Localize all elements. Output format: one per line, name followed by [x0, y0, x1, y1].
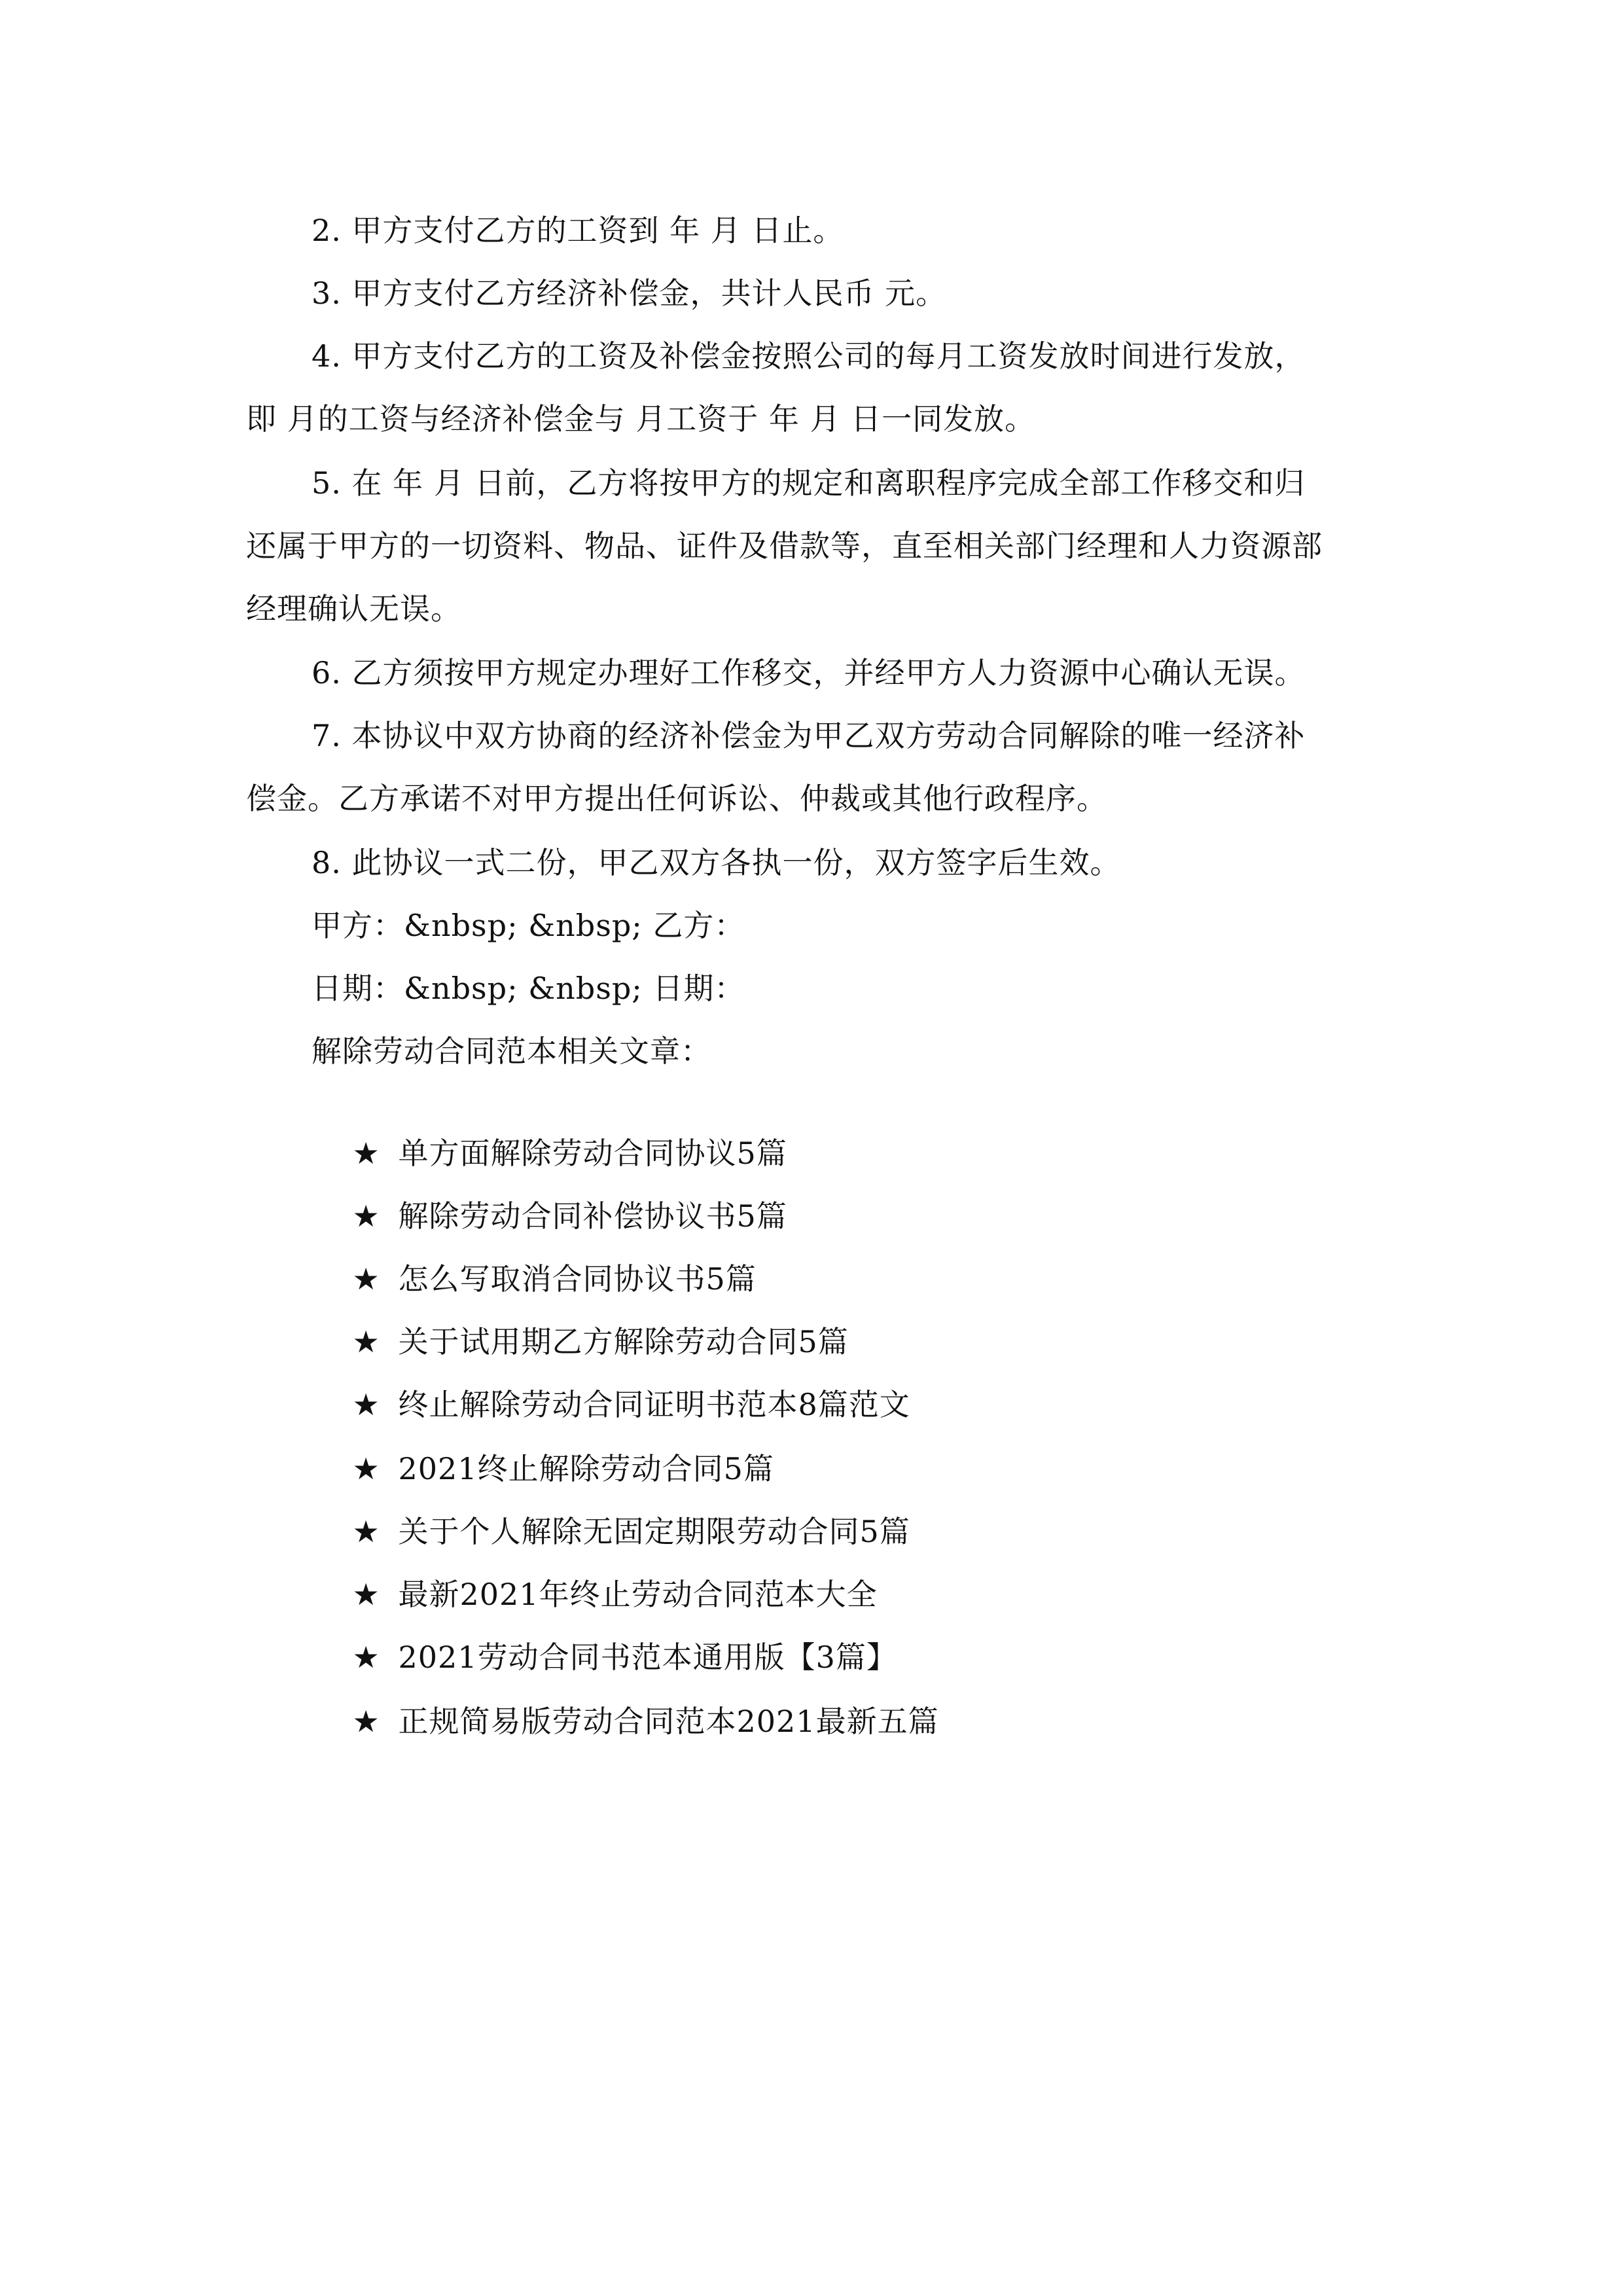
clause-5-line-2: 还属于甲方的一切资料、物品、证件及借款等，直至相关部门经理和人力资源部 — [246, 528, 1323, 564]
clause-2: 2. 甲方支付乙方的工资到 年 月 日止。 — [312, 213, 844, 248]
clause-6: 6. 乙方须按甲方规定办理好工作移交，并经甲方人力资源中心确认无误。 — [312, 655, 1306, 691]
related-item-label: 解除劳动合同补偿协议书5篇 — [398, 1198, 787, 1234]
signature-parties: 甲方：&nbsp; &nbsp; 乙方： — [312, 908, 745, 943]
star-icon: ★ — [352, 1451, 380, 1486]
clause-5-line-3: 经理确认无误。 — [246, 591, 461, 626]
clause-7-line-2: 偿金。乙方承诺不对甲方提出任何诉讼、仲裁或其他行政程序。 — [246, 781, 1107, 816]
star-icon: ★ — [352, 1704, 380, 1739]
star-icon: ★ — [352, 1324, 380, 1359]
star-icon: ★ — [352, 1640, 380, 1675]
related-item-label: 怎么写取消合同协议书5篇 — [398, 1261, 757, 1297]
star-icon: ★ — [352, 1577, 380, 1612]
related-item-label: 2021终止解除劳动合同5篇 — [398, 1451, 774, 1486]
clause-3: 3. 甲方支付乙方经济补偿金，共计人民币 元。 — [312, 276, 947, 311]
clause-8: 8. 此协议一式二份，甲乙双方各执一份，双方签字后生效。 — [312, 845, 1121, 880]
star-icon: ★ — [352, 1261, 380, 1297]
signature-dates: 日期：&nbsp; &nbsp; 日期： — [312, 971, 745, 1006]
clause-4-line-1: 4. 甲方支付乙方的工资及补偿金按照公司的每月工资发放时间进行发放， — [312, 338, 1306, 374]
related-item-label: 2021劳动合同书范本通用版【3篇】 — [398, 1640, 897, 1675]
star-icon: ★ — [352, 1198, 380, 1234]
clause-4-line-2: 即 月的工资与经济补偿金与 月工资于 年 月 日一同发放。 — [246, 401, 1036, 437]
clause-7-line-1: 7. 本协议中双方协商的经济补偿金为甲乙双方劳动合同解除的唯一经济补 — [312, 718, 1306, 753]
clause-5-line-1: 5. 在 年 月 日前，乙方将按甲方的规定和离职程序完成全部工作移交和归 — [312, 465, 1306, 501]
related-item-label: 单方面解除劳动合同协议5篇 — [398, 1136, 787, 1171]
related-item-label: 终止解除劳动合同证明书范本8篇范文 — [398, 1387, 910, 1422]
related-heading: 解除劳动合同范本相关文章： — [312, 1033, 711, 1069]
star-icon: ★ — [352, 1136, 380, 1171]
related-item-label: 正规简易版劳动合同范本2021最新五篇 — [398, 1704, 939, 1739]
related-item-label: 关于试用期乙方解除劳动合同5篇 — [398, 1324, 849, 1359]
star-icon: ★ — [352, 1514, 380, 1549]
related-item[interactable] — [312, 1662, 939, 1780]
related-item-label: 关于个人解除无固定期限劳动合同5篇 — [398, 1514, 910, 1549]
star-icon: ★ — [352, 1387, 380, 1422]
related-item-label: 最新2021年终止劳动合同范本大全 — [398, 1577, 878, 1612]
